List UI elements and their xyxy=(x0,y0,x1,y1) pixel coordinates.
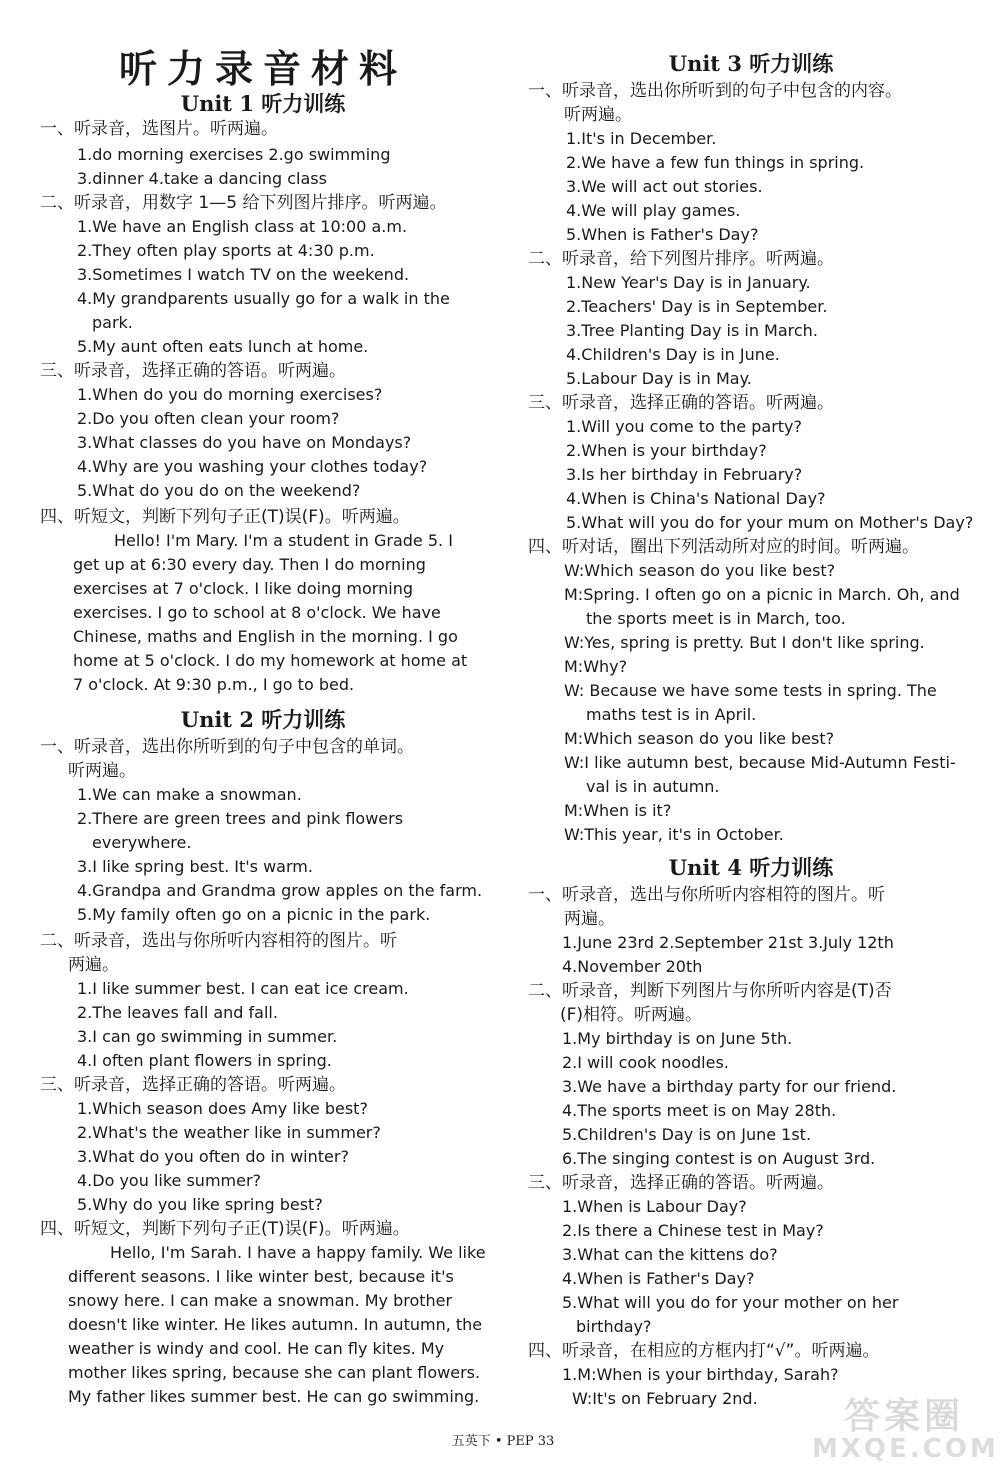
u1-s1-title: 一、听录音，选图片。听两遍。 xyxy=(40,119,278,139)
u3-s4-dialogue-line: maths test is in April. xyxy=(586,705,757,724)
u2-s2-title: 二、听录音，选出与你所听内容相符的图片。听 xyxy=(40,931,397,951)
u2-s3-item: 1.Which season does Amy like best? xyxy=(77,1099,368,1118)
u3-s1-item: 5.When is Father's Day? xyxy=(566,225,759,244)
u4-s2-item: 1.My birthday is on June 5th. xyxy=(562,1029,793,1048)
u4-s4-title: 四、听录音，在相应的方框内打“√”。听两遍。 xyxy=(528,1341,880,1361)
u2-s4-title: 四、听短文，判断下列句子正(T)误(F)。听两遍。 xyxy=(40,1219,410,1239)
u2-s2-item: 2.The leaves fall and fall. xyxy=(77,1003,278,1022)
u1-s1-item: 1.do morning exercises 2.go swimming xyxy=(77,145,391,164)
u2-s1-item: 4.Grandpa and Grandma grow apples on the farm. xyxy=(77,881,483,900)
u1-s2-item: 4.My grandparents usually go for a walk in the xyxy=(77,289,450,308)
u1-s3-item: 3.What classes do you have on Mondays? xyxy=(77,433,412,452)
u4-s3-item: 5.What will you do for your mother on her xyxy=(562,1293,899,1312)
u3-s2-item: 4.Children's Day is in June. xyxy=(566,345,780,364)
u2-s4-passage-line: weather is windy and cool. He can fly kites. My xyxy=(68,1339,445,1358)
u4-s1-item: 4.November 20th xyxy=(562,957,703,976)
u2-s1-item: 1.We can make a snowman. xyxy=(77,785,302,804)
u3-s1-item: 2.We have a few fun things in spring. xyxy=(566,153,865,172)
u4-s3-item: 4.When is Father's Day? xyxy=(562,1269,755,1288)
u4-s2-title-cont: (F)相符。听两遍。 xyxy=(560,1005,703,1025)
u3-s1-item: 3.We will act out stories. xyxy=(566,177,763,196)
u1-s2-item: 1.We have an English class at 10:00 a.m. xyxy=(77,217,408,236)
u2-s3-title: 三、听录音，选择正确的答语。听两遍。 xyxy=(40,1075,346,1095)
u3-s3-item: 1.Will you come to the party? xyxy=(566,417,803,436)
u1-s4-title: 四、听短文，判断下列句子正(T)误(F)。听两遍。 xyxy=(40,507,410,527)
u2-s4-passage-line: doesn't like winter. He likes autumn. In autumn, the xyxy=(68,1315,483,1334)
u1-s2-item: 3.Sometimes I watch TV on the weekend. xyxy=(77,265,410,284)
u3-s2-item: 3.Tree Planting Day is in March. xyxy=(566,321,818,340)
u3-s4-dialogue-line: W:I like autumn best, because Mid-Autumn Festi- xyxy=(564,753,956,772)
u3-s4-dialogue-line: M:When is it? xyxy=(564,801,672,820)
u2-s1-title: 一、听录音，选出你所听到的句子中包含的单词。 xyxy=(40,737,414,757)
u4-s3-item: 2.Is there a Chinese test in May? xyxy=(562,1221,824,1240)
u2-s1-item: 5.My family often go on a picnic in the park. xyxy=(77,905,431,924)
u4-s2-item: 6.The singing contest is on August 3rd. xyxy=(562,1149,876,1168)
u2-s4-passage-line: different seasons. I like winter best, because it's xyxy=(68,1267,454,1286)
u2-s2-item: 4.I often plant flowers in spring. xyxy=(77,1051,332,1070)
u1-s3-item: 4.Why are you washing your clothes today? xyxy=(77,457,428,476)
u3-s3-item: 5.What will you do for your mum on Mother's Day? xyxy=(566,513,974,532)
u3-s4-dialogue-line: W: Because we have some tests in spring. The xyxy=(564,681,937,700)
unit4-heading: Unit 4 听力训练 xyxy=(668,855,834,880)
u4-s2-item: 3.We have a birthday party for our friend. xyxy=(562,1077,897,1096)
unit1-heading: Unit 1 听力训练 xyxy=(180,91,346,116)
u4-s1-title-cont: 两遍。 xyxy=(564,909,615,929)
u3-s1-title-cont: 听两遍。 xyxy=(564,105,632,125)
watermark-text-en: MXQE.COM xyxy=(812,1434,999,1464)
u1-s2-title: 二、听录音，用数字 1—5 给下列图片排序。听两遍。 xyxy=(40,193,447,213)
u4-s1-item: 1.June 23rd 2.September 21st 3.July 12th xyxy=(562,933,894,952)
u4-s4-dialogue-line: 1.M:When is your birthday, Sarah? xyxy=(562,1365,839,1384)
u1-s4-passage-line: home at 5 o'clock. I do my homework at home at xyxy=(73,651,468,670)
page-footer: 五英下 • PEP 33 xyxy=(451,1434,555,1449)
watermark-text-cn: 答案圈 xyxy=(843,1396,964,1437)
u3-s1-title: 一、听录音，选出你所听到的句子中包含的内容。 xyxy=(528,81,902,101)
u3-s3-item: 4.When is China's National Day? xyxy=(566,489,826,508)
u3-s2-item: 1.New Year's Day is in January. xyxy=(566,273,811,292)
u2-s4-passage-line: mother likes spring, because she can plant flowers. xyxy=(68,1363,481,1382)
u3-s1-item: 4.We will play games. xyxy=(566,201,741,220)
u4-s1-title: 一、听录音，选出与你所听内容相符的图片。听 xyxy=(528,885,885,905)
u1-s3-item: 2.Do you often clean your room? xyxy=(77,409,340,428)
page-title: 听力录音材料 xyxy=(118,46,407,91)
u3-s3-title: 三、听录音，选择正确的答语。听两遍。 xyxy=(528,393,834,413)
u3-s2-item: 5.Labour Day is in May. xyxy=(566,369,752,388)
u4-s3-item: 1.When is Labour Day? xyxy=(562,1197,747,1216)
u4-s2-title: 二、听录音，判断下列图片与你所听内容是(T)否 xyxy=(528,981,892,1001)
u3-s4-dialogue-line: W:Which season do you like best? xyxy=(564,561,836,580)
unit2-heading: Unit 2 听力训练 xyxy=(180,707,346,732)
u3-s4-dialogue-line: the sports meet is in March, too. xyxy=(586,609,846,628)
unit3-heading: Unit 3 听力训练 xyxy=(668,51,834,76)
u4-s2-item: 2.I will cook noodles. xyxy=(562,1053,729,1072)
u1-s3-item: 1.When do you do morning exercises? xyxy=(77,385,383,404)
u4-s2-item: 4.The sports meet is on May 28th. xyxy=(562,1101,837,1120)
u3-s3-item: 3.Is her birthday in February? xyxy=(566,465,803,484)
u2-s2-title-cont: 两遍。 xyxy=(68,955,119,975)
u2-s1-item: 2.There are green trees and pink flowers xyxy=(77,809,404,828)
u4-s3-item: 3.What can the kittens do? xyxy=(562,1245,778,1264)
u2-s3-item: 3.What do you often do in winter? xyxy=(77,1147,349,1166)
u1-s3-title: 三、听录音，选择正确的答语。听两遍。 xyxy=(40,361,346,381)
u1-s4-passage-line: exercises at 7 o'clock. I like doing morning xyxy=(73,579,413,598)
u1-s2-item: 2.They often play sports at 4:30 p.m. xyxy=(77,241,375,260)
u3-s4-dialogue-line: W:Yes, spring is pretty. But I don't like spring. xyxy=(564,633,925,652)
u3-s1-item: 1.It's in December. xyxy=(566,129,717,148)
u1-s4-passage-line: 7 o'clock. At 9:30 p.m., I go to bed. xyxy=(73,675,355,694)
u1-s4-passage-line: Chinese, maths and English in the morning. I go xyxy=(73,627,458,646)
u4-s2-item: 5.Children's Day is on June 1st. xyxy=(562,1125,812,1144)
u2-s1-title-cont: 听两遍。 xyxy=(68,761,136,781)
u2-s4-passage-line: Hello, I'm Sarah. I have a happy family. We like xyxy=(110,1243,486,1262)
u2-s2-item: 1.I like summer best. I can eat ice cream. xyxy=(77,979,409,998)
u3-s2-title: 二、听录音，给下列图片排序。听两遍。 xyxy=(528,249,834,269)
u2-s4-passage-line: My father likes summer best. He can go swimming. xyxy=(68,1387,480,1406)
watermark-logo xyxy=(812,1388,999,1470)
u3-s2-item: 2.Teachers' Day is in September. xyxy=(566,297,828,316)
u1-s1-item: 3.dinner 4.take a dancing class xyxy=(77,169,327,188)
u4-s4-dialogue-line: W:It's on February 2nd. xyxy=(572,1389,758,1408)
u2-s4-passage-line: snowy here. I can make a snowman. My brother xyxy=(68,1291,453,1310)
u1-s2-item: 5.My aunt often eats lunch at home. xyxy=(77,337,369,356)
u2-s1-item: everywhere. xyxy=(92,833,192,852)
u2-s3-item: 4.Do you like summer? xyxy=(77,1171,262,1190)
u3-s3-item: 2.When is your birthday? xyxy=(566,441,767,460)
u3-s4-title: 四、听对话，圈出下列活动所对应的时间。听两遍。 xyxy=(528,537,919,557)
u2-s1-item: 3.I like spring best. It's warm. xyxy=(77,857,313,876)
u1-s3-item: 5.What do you do on the weekend? xyxy=(77,481,361,500)
u3-s4-dialogue-line: val is in autumn. xyxy=(586,777,720,796)
u1-s4-passage-line: Hello! I'm Mary. I'm a student in Grade 5. I xyxy=(114,531,453,550)
u3-s4-dialogue-line: W:This year, it's in October. xyxy=(564,825,784,844)
u1-s4-passage-line: exercises. I go to school at 8 o'clock. We have xyxy=(73,603,441,622)
u4-s3-item: birthday? xyxy=(576,1317,652,1336)
u1-s2-item: park. xyxy=(92,313,133,332)
u1-s4-passage-line: get up at 6:30 every day. Then I do morning xyxy=(73,555,426,574)
u2-s2-item: 3.I can go swimming in summer. xyxy=(77,1027,338,1046)
u2-s3-item: 2.What's the weather like in summer? xyxy=(77,1123,381,1142)
u4-s3-title: 三、听录音，选择正确的答语。听两遍。 xyxy=(528,1173,834,1193)
u2-s3-item: 5.Why do you like spring best? xyxy=(77,1195,323,1214)
u3-s4-dialogue-line: M:Which season do you like best? xyxy=(564,729,835,748)
u3-s4-dialogue-line: M:Spring. I often go on a picnic in March. Oh, and xyxy=(564,585,960,604)
u3-s4-dialogue-line: M:Why? xyxy=(564,657,628,676)
